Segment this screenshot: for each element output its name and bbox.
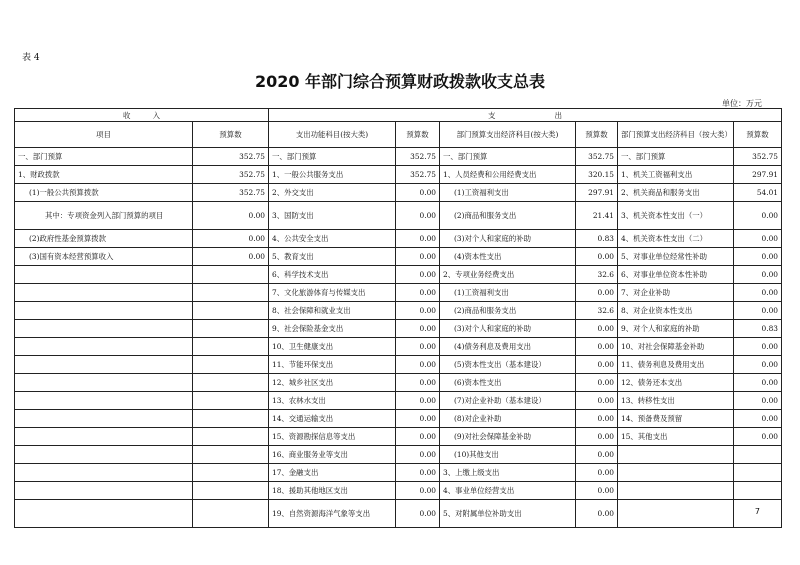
- table-row: [15, 446, 782, 464]
- amount-cell: 0.00: [734, 410, 782, 428]
- amount-cell: 0.00: [576, 356, 618, 374]
- item-cell: 1、财政拨款: [15, 166, 193, 184]
- item-cell: [15, 500, 193, 528]
- income-group-header: 收 入: [15, 109, 269, 122]
- column-header: 预算数: [396, 122, 440, 148]
- item-cell: 11、债务利息及费用支出: [618, 356, 734, 374]
- item-cell: (8)对企业补助: [440, 410, 576, 428]
- amount-cell: 0.00: [734, 374, 782, 392]
- table-row: [15, 202, 782, 230]
- item-cell: [15, 374, 193, 392]
- item-cell: (9)对社会保障基金补助: [440, 428, 576, 446]
- amount-cell: 0.00: [396, 428, 440, 446]
- amount-cell: 0.00: [734, 248, 782, 266]
- table-row: [15, 184, 782, 202]
- column-header: 支出功能科目(按大类): [269, 122, 396, 148]
- item-cell: 一、部门预算: [15, 148, 193, 166]
- table-row: [15, 248, 782, 266]
- item-cell: 2、专项业务经费支出: [440, 266, 576, 284]
- item-cell: 7、文化旅游体育与传媒支出: [269, 284, 396, 302]
- amount-cell: 352.75: [193, 166, 269, 184]
- amount-cell: 0.00: [734, 356, 782, 374]
- column-header: 部门预算支出经济科目(按大类): [440, 122, 576, 148]
- amount-cell: 0.00: [576, 248, 618, 266]
- item-cell: 4、事业单位经营支出: [440, 482, 576, 500]
- amount-cell: 0.00: [576, 464, 618, 482]
- page-number: 7: [754, 507, 760, 516]
- amount-cell: [193, 464, 269, 482]
- amount-cell: [193, 302, 269, 320]
- table-row: [15, 464, 782, 482]
- item-cell: 19、自然资源海洋气象等支出: [269, 500, 396, 528]
- amount-cell: 352.75: [734, 148, 782, 166]
- item-cell: 一、部门预算: [269, 148, 396, 166]
- amount-cell: 0.00: [734, 392, 782, 410]
- amount-cell: [734, 446, 782, 464]
- amount-cell: 0.00: [576, 284, 618, 302]
- item-cell: 12、债务还本支出: [618, 374, 734, 392]
- column-header: 部门预算支出经济科目（按大类）: [618, 122, 734, 148]
- amount-cell: 0.00: [576, 500, 618, 528]
- amount-cell: 0.00: [396, 500, 440, 528]
- item-cell: (6)资本性支出: [440, 374, 576, 392]
- amount-cell: [193, 428, 269, 446]
- item-cell: 11、节能环保支出: [269, 356, 396, 374]
- item-cell: (3)对个人和家庭的补助: [440, 230, 576, 248]
- item-cell: 13、农林水支出: [269, 392, 396, 410]
- amount-cell: 0.00: [576, 428, 618, 446]
- table-row: [15, 148, 782, 166]
- page-title: 2020 年部门综合预算财政拨款收支总表: [254, 72, 546, 91]
- amount-cell: 0.83: [734, 320, 782, 338]
- amount-cell: 0.00: [396, 482, 440, 500]
- table-row: [15, 428, 782, 446]
- item-cell: (3)对个人和家庭的补助: [440, 320, 576, 338]
- amount-cell: [193, 356, 269, 374]
- item-cell: (2)商品和服务支出: [440, 202, 576, 230]
- column-header: 预算数: [193, 122, 269, 148]
- item-cell: [15, 392, 193, 410]
- item-cell: 4、机关资本性支出（二）: [618, 230, 734, 248]
- amount-cell: 0.00: [734, 428, 782, 446]
- table-row: [15, 230, 782, 248]
- item-cell: 14、交通运输支出: [269, 410, 396, 428]
- item-cell: [15, 446, 193, 464]
- table-label: 表 4: [22, 53, 40, 63]
- item-cell: [618, 464, 734, 482]
- amount-cell: 0.00: [396, 202, 440, 230]
- item-cell: [618, 500, 734, 528]
- item-cell: 3、机关资本性支出（一）: [618, 202, 734, 230]
- table-row: [15, 266, 782, 284]
- item-cell: [15, 338, 193, 356]
- amount-cell: 320.15: [576, 166, 618, 184]
- item-cell: [618, 446, 734, 464]
- amount-cell: [193, 500, 269, 528]
- item-cell: (5)资本性支出（基本建设）: [440, 356, 576, 374]
- amount-cell: 0.00: [396, 302, 440, 320]
- amount-cell: 21.41: [576, 202, 618, 230]
- item-cell: (2)政府性基金预算拨款: [15, 230, 193, 248]
- item-cell: 其中：专项资金列入部门预算的项目: [15, 202, 193, 230]
- table-row: [15, 374, 782, 392]
- item-cell: 1、机关工资福利支出: [618, 166, 734, 184]
- item-cell: 14、预备费及预留: [618, 410, 734, 428]
- item-cell: 2、机关商品和服务支出: [618, 184, 734, 202]
- item-cell: 5、对事业单位经常性补助: [618, 248, 734, 266]
- amount-cell: [734, 464, 782, 482]
- item-cell: 16、商业服务业等支出: [269, 446, 396, 464]
- table-row: [15, 338, 782, 356]
- item-cell: [618, 482, 734, 500]
- item-cell: (2)商品和服务支出: [440, 302, 576, 320]
- item-cell: 1、人员经费和公用经费支出: [440, 166, 576, 184]
- column-header: 项目: [15, 122, 193, 148]
- amount-cell: 0.00: [396, 464, 440, 482]
- amount-cell: [734, 482, 782, 500]
- table-row: [15, 482, 782, 500]
- item-cell: [15, 410, 193, 428]
- amount-cell: [193, 284, 269, 302]
- item-cell: (10)其他支出: [440, 446, 576, 464]
- amount-cell: 352.75: [396, 148, 440, 166]
- item-cell: (4)债务利息及费用支出: [440, 338, 576, 356]
- amount-cell: 0.00: [734, 266, 782, 284]
- amount-cell: 0.00: [193, 202, 269, 230]
- item-cell: (1)工资福利支出: [440, 184, 576, 202]
- item-cell: (1)一般公共预算拨款: [15, 184, 193, 202]
- item-cell: [15, 302, 193, 320]
- item-cell: 一、部门预算: [618, 148, 734, 166]
- amount-cell: 0.00: [396, 248, 440, 266]
- amount-cell: 297.91: [734, 166, 782, 184]
- unit-label: 单位：万元: [722, 99, 762, 108]
- amount-cell: 0.00: [396, 184, 440, 202]
- amount-cell: 0.00: [396, 374, 440, 392]
- item-cell: (4)资本性支出: [440, 248, 576, 266]
- amount-cell: 0.00: [396, 320, 440, 338]
- item-cell: 15、其他支出: [618, 428, 734, 446]
- item-cell: 5、对附属单位补助支出: [440, 500, 576, 528]
- amount-cell: 0.00: [396, 392, 440, 410]
- amount-cell: 0.00: [193, 230, 269, 248]
- amount-cell: 0.00: [396, 410, 440, 428]
- header-column-row: [15, 122, 782, 148]
- amount-cell: 32.6: [576, 266, 618, 284]
- header-group-row: [15, 109, 782, 122]
- item-cell: 6、对事业单位资本性补助: [618, 266, 734, 284]
- item-cell: [15, 482, 193, 500]
- amount-cell: [193, 338, 269, 356]
- amount-cell: 0.00: [576, 410, 618, 428]
- item-cell: (7)对企业补助（基本建设）: [440, 392, 576, 410]
- amount-cell: 0.83: [576, 230, 618, 248]
- amount-cell: 352.75: [576, 148, 618, 166]
- item-cell: [15, 464, 193, 482]
- item-cell: 4、公共安全支出: [269, 230, 396, 248]
- column-header: 预算数: [734, 122, 782, 148]
- amount-cell: [193, 374, 269, 392]
- amount-cell: 0.00: [396, 356, 440, 374]
- item-cell: 8、社会保障和就业支出: [269, 302, 396, 320]
- item-cell: 8、对企业资本性支出: [618, 302, 734, 320]
- amount-cell: 297.91: [576, 184, 618, 202]
- item-cell: 13、转移性支出: [618, 392, 734, 410]
- amount-cell: 0.00: [576, 446, 618, 464]
- amount-cell: 0.00: [396, 266, 440, 284]
- item-cell: [15, 428, 193, 446]
- item-cell: 12、城乡社区支出: [269, 374, 396, 392]
- item-cell: 7、对企业补助: [618, 284, 734, 302]
- amount-cell: 0.00: [734, 284, 782, 302]
- item-cell: 17、金融支出: [269, 464, 396, 482]
- amount-cell: [193, 320, 269, 338]
- item-cell: [15, 320, 193, 338]
- amount-cell: [734, 500, 782, 528]
- amount-cell: 32.6: [576, 302, 618, 320]
- amount-cell: 0.00: [576, 392, 618, 410]
- amount-cell: 352.75: [193, 148, 269, 166]
- item-cell: 10、卫生健康支出: [269, 338, 396, 356]
- amount-cell: 0.00: [576, 482, 618, 500]
- amount-cell: 352.75: [396, 166, 440, 184]
- table-row: [15, 392, 782, 410]
- item-cell: [15, 266, 193, 284]
- amount-cell: 0.00: [734, 202, 782, 230]
- table-row: [15, 166, 782, 184]
- amount-cell: 0.00: [576, 338, 618, 356]
- item-cell: [15, 356, 193, 374]
- table-row: [15, 302, 782, 320]
- amount-cell: [193, 446, 269, 464]
- budget-table: [14, 108, 782, 528]
- table-row: [15, 410, 782, 428]
- amount-cell: 0.00: [734, 302, 782, 320]
- amount-cell: 0.00: [396, 338, 440, 356]
- table-row: [15, 284, 782, 302]
- amount-cell: 0.00: [396, 446, 440, 464]
- item-cell: 3、上缴上级支出: [440, 464, 576, 482]
- table-row: [15, 500, 782, 528]
- amount-cell: 0.00: [734, 338, 782, 356]
- amount-cell: [193, 392, 269, 410]
- amount-cell: 0.00: [576, 374, 618, 392]
- expense-group-header: 支 出: [269, 109, 782, 122]
- item-cell: 一、部门预算: [440, 148, 576, 166]
- amount-cell: 0.00: [193, 248, 269, 266]
- amount-cell: 0.00: [734, 230, 782, 248]
- item-cell: 2、外交支出: [269, 184, 396, 202]
- amount-cell: [193, 266, 269, 284]
- item-cell: 1、一般公共服务支出: [269, 166, 396, 184]
- item-cell: (1)工资福利支出: [440, 284, 576, 302]
- item-cell: [15, 284, 193, 302]
- amount-cell: 0.00: [396, 230, 440, 248]
- column-header: 预算数: [576, 122, 618, 148]
- amount-cell: 352.75: [193, 184, 269, 202]
- amount-cell: 0.00: [576, 320, 618, 338]
- item-cell: 6、科学技术支出: [269, 266, 396, 284]
- table-row: [15, 320, 782, 338]
- amount-cell: [193, 482, 269, 500]
- amount-cell: 54.01: [734, 184, 782, 202]
- item-cell: 5、教育支出: [269, 248, 396, 266]
- item-cell: (3)国有资本经营预算收入: [15, 248, 193, 266]
- item-cell: 9、社会保险基金支出: [269, 320, 396, 338]
- item-cell: 9、对个人和家庭的补助: [618, 320, 734, 338]
- item-cell: 3、国防支出: [269, 202, 396, 230]
- item-cell: 10、对社会保障基金补助: [618, 338, 734, 356]
- amount-cell: [193, 410, 269, 428]
- amount-cell: 0.00: [396, 284, 440, 302]
- item-cell: 18、援助其他地区支出: [269, 482, 396, 500]
- item-cell: 15、资源勘探信息等支出: [269, 428, 396, 446]
- table-row: [15, 356, 782, 374]
